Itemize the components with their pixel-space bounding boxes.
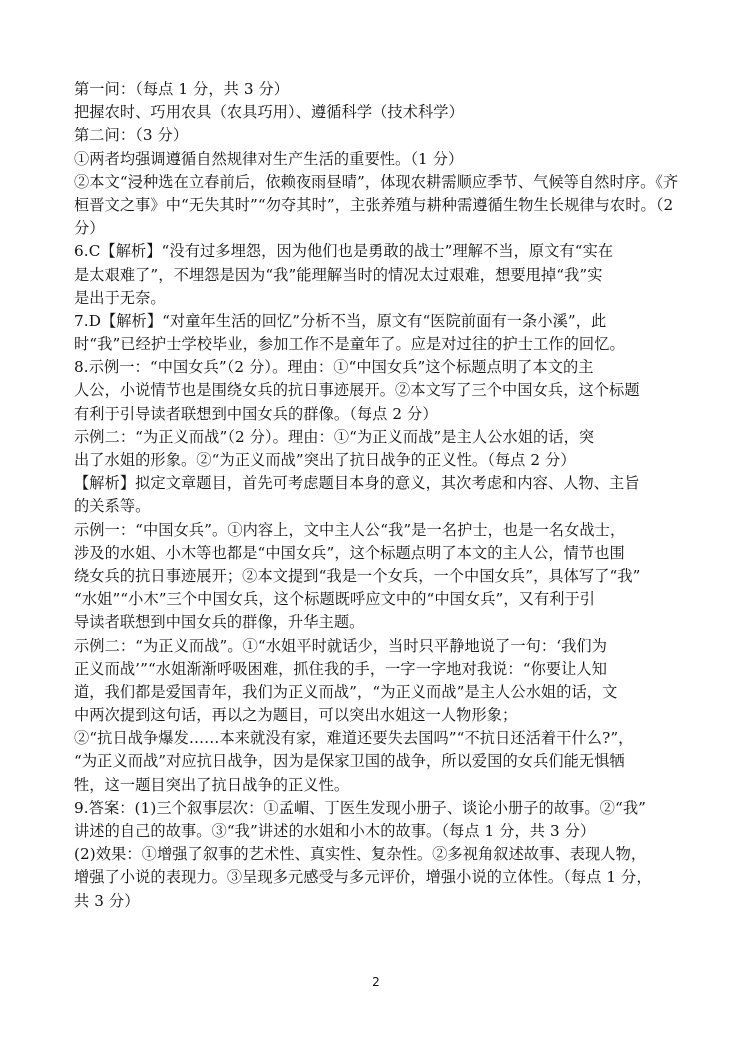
text-line: 分） <box>74 219 105 238</box>
text-line: 的关系等。 <box>74 497 151 516</box>
text-line: 共 3 分） <box>74 891 140 910</box>
text-line: 8.示例一：“中国女兵”（2 分）。理由：①“中国女兵”这个标题点明了本文的主 <box>74 358 594 377</box>
text-line: 导读者联想到中国女兵的群像，升华主题。 <box>74 613 365 632</box>
text-line: 桓晋文之事》中“无失其时”“勿夺其时”，主张养殖与耕种需遵循生物生长规律与农时。（2 <box>74 195 674 214</box>
text-line: 有利于引导读者联想到中国女兵的群像。（每点 2 分） <box>74 404 438 423</box>
answer-text-body <box>74 78 694 913</box>
text-line: (2)效果：①增强了叙事的艺术性、真实性、复杂性。②多视角叙述故事、表现人物， <box>74 845 647 864</box>
text-line: “水姐”“小木”三个中国女兵，这个标题既呼应文中的“中国女兵”，又有利于引 <box>74 590 596 609</box>
page-number: 2 <box>372 975 380 989</box>
text-line: ①两者均强调遵循自然规律对生产生活的重要性。（1 分） <box>74 149 464 168</box>
text-line: 出了水姐的形象。②“为正义而战”突出了抗日战争的正义性。（每点 2 分） <box>74 451 576 469</box>
text-line: 正义而战’”“水姐渐渐呼吸困难，抓住我的手，一字一字地对我说：“你要让人知 <box>74 659 608 678</box>
text-line: 人公，小说情节也是围绕女兵的抗日事迹展开。②本文写了三个中国女兵，这个标题 <box>74 381 640 400</box>
text-line: 第二问：（3 分） <box>74 126 189 145</box>
text-line: 时“我”已经护士学校毕业，参加工作不是童年了。应是对过往的护士工作的回忆。 <box>74 335 625 354</box>
text-line: 9.答案：(1)三个叙事层次：①孟嵋、丁医生发现小册子、谈论小册子的故事。②“我” <box>74 798 647 817</box>
text-line: 第一问：（每点 1 分，共 3 分） <box>74 80 290 98</box>
text-line: 把握农时、巧用农具（农具巧用）、遵循科学（技术科学） <box>74 103 464 122</box>
text-line: 绕女兵的抗日事迹展开；②本文提到“我是一个女兵，一个中国女兵”，具体写了“我” <box>74 566 641 585</box>
text-line: 讲述的自己的故事。③“我”讲述的水姐和小木的故事。（每点 1 分，共 3 分） <box>74 822 596 840</box>
text-line: 中两次提到这句话，再以之为题目，可以突出水姐这一人物形象； <box>74 706 518 725</box>
text-line: 是出于无奈。 <box>74 288 166 307</box>
text-line: 示例一：“中国女兵”。①内容上，文中主人公“我”是一名护士，也是一名女战士， <box>74 520 626 539</box>
text-line: 牲，这一题目突出了抗日战争的正义性。 <box>74 775 350 794</box>
text-line: ②“抗日战争爆发……本来就没有家，难道还要失去国吗”“不抗日还活着干什么?”， <box>74 729 634 748</box>
text-line: 示例二：“为正义而战”。①“水姐平时就话少，当时只平静地说了一句：‘我们为 <box>74 636 608 655</box>
text-line: 【解析】拟定文章题目，首先可考虑题目本身的意义，其次考虑和内容、人物、主旨 <box>74 474 640 493</box>
text-line: 7.D【解析】“对童年生活的回忆”分析不当，原文有“医院前面有一条小溪”，此 <box>74 311 607 330</box>
text-line: “为正义而战”对应抗日战争，因为是保家卫国的战争，所以爱国的女兵们能无惧牺 <box>74 752 625 771</box>
text-line: 是太艰难了”，不埋怨是因为“我”能理解当时的情况太过艰难，想要甩掉“我”实 <box>74 265 603 284</box>
text-line: 6.C【解析】“没有过多埋怨，因为他们也是勇敢的战士”理解不当，原文有“实在 <box>74 242 614 261</box>
text-line: 增强了小说的表现力。③呈现多元感受与多元评价，增强小说的立体性。（每点 1 分， <box>74 868 652 887</box>
text-line: 道，我们都是爱国青年，我们为正义而战”，“为正义而战”是主人公水姐的话，文 <box>74 682 618 701</box>
text-line: 涉及的水姐、小木等也都是“中国女兵”，这个标题点明了本文的主人公，情节也围 <box>74 543 625 562</box>
text-line: 示例二：“为正义而战”（2 分）。理由：①“为正义而战”是主人公水姐的话，突 <box>74 427 595 446</box>
text-line: ②本文“浸种选在立春前后，依赖夜雨昼晴”，体现农耕需顺应季节、气候等自然时序。《齐 <box>74 172 679 191</box>
